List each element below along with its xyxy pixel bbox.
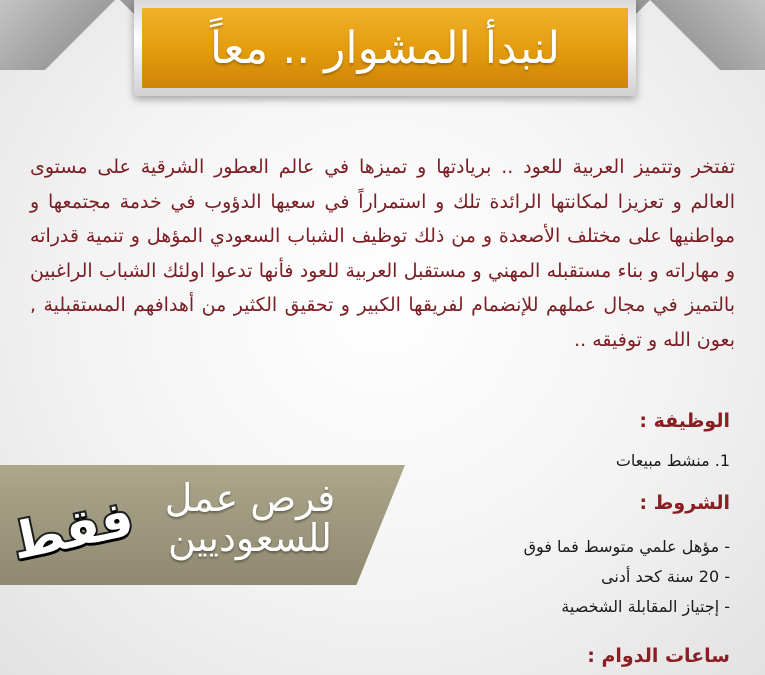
list-item: 1. منشط مبيعات <box>615 451 730 470</box>
intro-paragraph: تفتخر وتتميز العربية للعود .. بريادتها و تميزها في عالم العطور الشرقية على مستوى العالم و تعزيزا لمكانتها الرائدة تلك و استمراراً في سعيها الدؤوب في خدمة مجتمعها و مواطنيها على مختلف الأصعدة و من ذلك توظيف الشباب السعودي المؤهل و تنمية قدراته و مهاراته و بناء مستقبله المهني و مستقبل العربية للعود فأنها تدعوا اولئك الشباب الراغبين بالتميز في مجال عملهم للإنضمام لفريقها الكبير و تحقيق الكثير من أهدافهم المستقبلية , بعون الله و توفيقه .. <box>30 156 735 351</box>
conditions-section-title: الشروط : <box>639 492 730 514</box>
job-list <box>616 446 730 476</box>
banner-line1: فرص عمل <box>164 476 336 520</box>
list-item: - 20 سنة كحد أدنى <box>601 567 730 586</box>
job-section-title: الوظيفة : <box>639 410 730 432</box>
hours-section-title: ساعات الدوام : <box>587 645 730 667</box>
title-ribbon <box>120 0 650 100</box>
ribbon-banner <box>142 8 628 88</box>
list-item: - إجتياز المقابلة الشخصية <box>561 597 730 616</box>
left-corner-decoration <box>0 0 120 70</box>
banner-text <box>135 478 365 558</box>
list-item: - مؤهل علمي متوسط فما فوق <box>523 537 730 556</box>
conditions-list <box>524 532 730 622</box>
right-corner-decoration <box>645 0 765 70</box>
page-title: لنبدأ المشوار .. معاً <box>210 22 560 74</box>
banner-line2: للسعوديين <box>168 516 332 560</box>
only-badge: فقط <box>6 488 139 572</box>
